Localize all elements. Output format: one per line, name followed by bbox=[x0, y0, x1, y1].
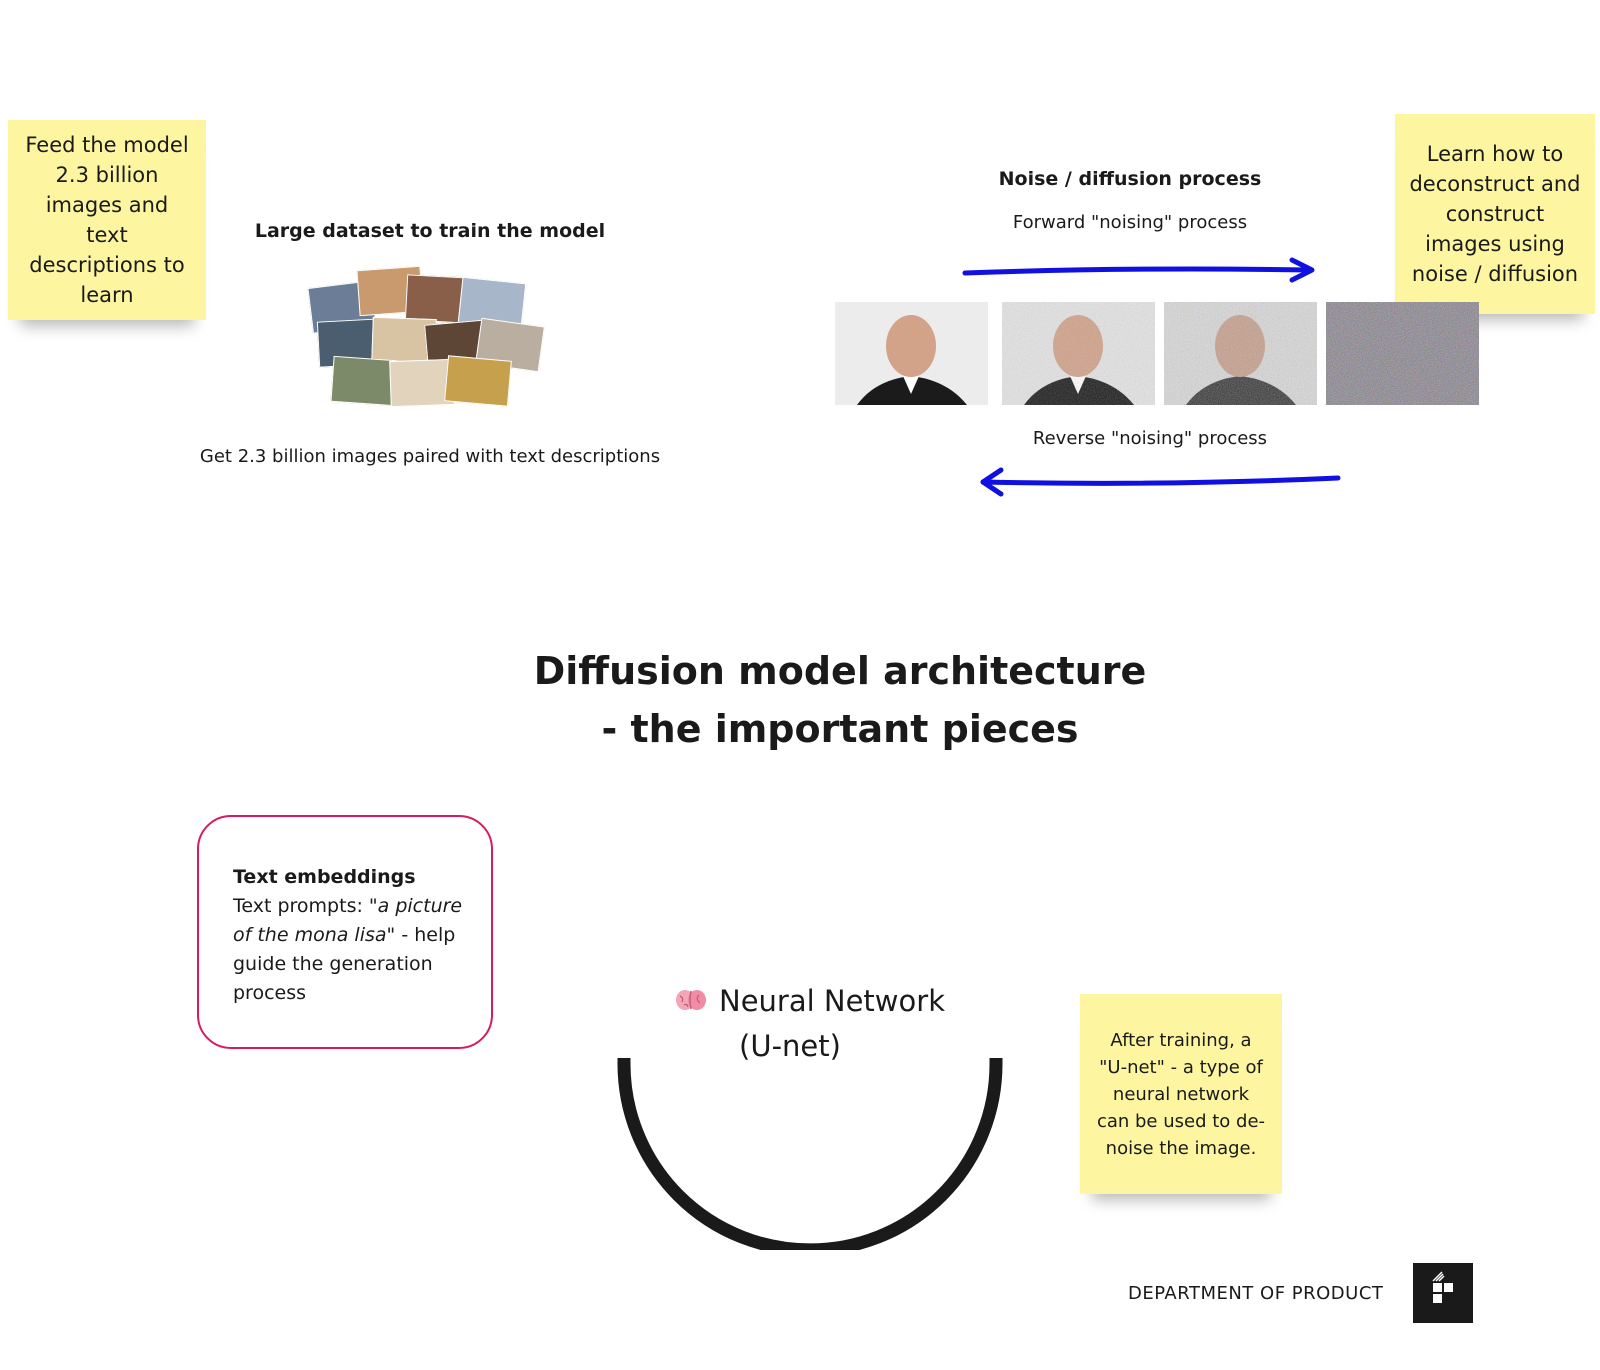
sticky-note-feed-model bbox=[8, 120, 206, 320]
dataset-title: Large dataset to train the model bbox=[254, 220, 606, 242]
page-title-line1: Diffusion model architecture bbox=[533, 649, 1147, 693]
portrait-heavy-noise bbox=[1164, 302, 1317, 405]
portrait-clean bbox=[835, 302, 988, 405]
text-embeddings-quote: "a picture of the mona lisa" bbox=[233, 895, 463, 946]
forward-label: Forward "noising" process bbox=[1012, 212, 1248, 233]
text-embeddings-body bbox=[233, 892, 463, 1008]
page-title-line2: - the important pieces bbox=[601, 707, 1079, 751]
sticky-note-unet bbox=[1080, 994, 1282, 1194]
right-arrow-icon bbox=[960, 255, 1320, 285]
department-logo-icon bbox=[1413, 1263, 1473, 1323]
portrait-pure-noise bbox=[1326, 302, 1479, 405]
left-arrow-icon bbox=[975, 462, 1345, 498]
sticky-note-learn bbox=[1395, 114, 1595, 314]
neural-network-line1-row bbox=[640, 980, 980, 1025]
sticky-unet-text: After training, a "U-net" - a type of neural network can be used to de-noise the image. bbox=[1096, 1029, 1266, 1159]
page-title bbox=[480, 642, 1200, 758]
text-embeddings-suffix: - help guide the generation process bbox=[233, 924, 456, 1004]
neural-network-line2: (U-net) bbox=[739, 1028, 841, 1063]
sticky-learn-text: Learn how to deconstruct and construct images using noise / diffusion bbox=[1409, 142, 1581, 286]
sticky-feed-text: Feed the model 2.3 billion images and text descriptions to learn bbox=[25, 133, 189, 307]
portrait-light-noise bbox=[1002, 302, 1155, 405]
text-embeddings-title: Text embeddings bbox=[233, 866, 416, 888]
text-embeddings-prefix: Text prompts: bbox=[233, 895, 369, 917]
text-embeddings-box bbox=[197, 815, 493, 1049]
neural-network-line1: Neural Network bbox=[719, 984, 945, 1018]
noise-title: Noise / diffusion process bbox=[998, 168, 1262, 190]
u-net-arc bbox=[610, 1050, 1010, 1250]
reverse-label: Reverse "noising" process bbox=[1032, 428, 1268, 449]
dataset-collage bbox=[310, 262, 550, 412]
footer-brand: DEPARTMENT OF PRODUCT bbox=[1128, 1283, 1384, 1304]
dataset-caption: Get 2.3 billion images paired with text descriptions bbox=[199, 446, 661, 467]
brain-icon bbox=[675, 982, 707, 1025]
